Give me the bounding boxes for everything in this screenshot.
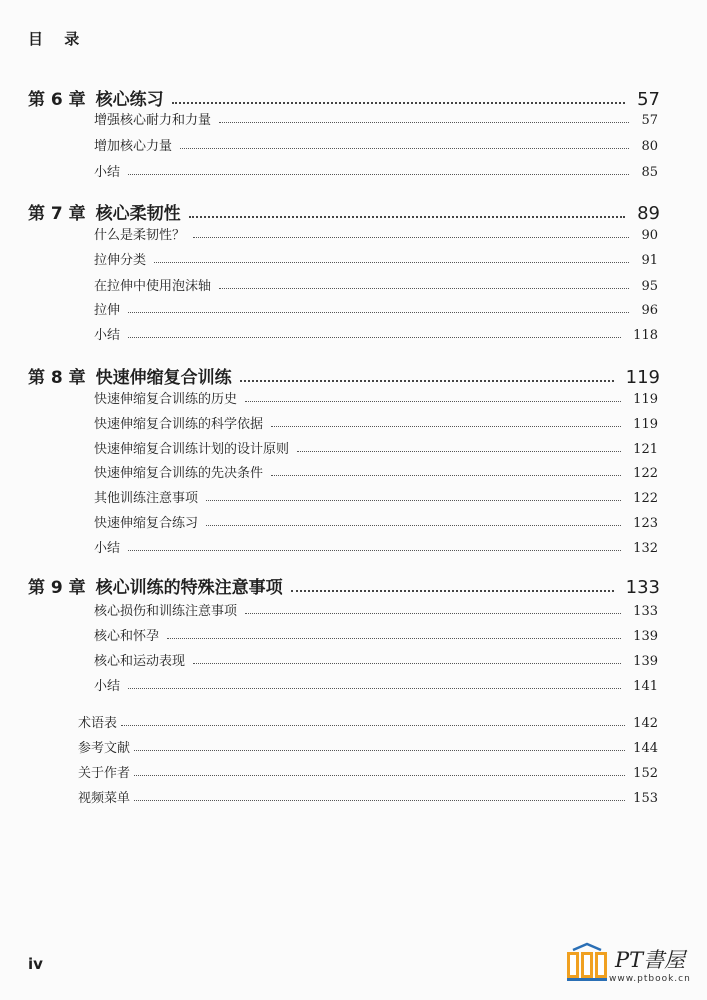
chapter-number: 第 9 章	[28, 578, 86, 598]
dot-leader	[291, 590, 614, 592]
entry-page: 121	[633, 442, 658, 457]
chapter-9[interactable]	[28, 572, 660, 598]
toc-entry[interactable]	[94, 321, 658, 343]
entry-title: 快速伸缩复合训练计划的设计原则	[94, 442, 290, 457]
entry-page: 119	[633, 417, 658, 432]
toc-entry[interactable]	[94, 534, 658, 556]
entry-title: 小结	[94, 165, 121, 180]
chapter-number: 第 6 章	[28, 90, 86, 110]
entry-page: 118	[633, 328, 658, 343]
entry-page: 142	[633, 716, 658, 731]
dot-leader	[271, 426, 621, 427]
entry-title: 关于作者	[78, 766, 131, 781]
entry-page: 139	[633, 629, 658, 644]
toc-entry[interactable]	[94, 296, 658, 318]
dot-leader	[219, 288, 629, 289]
entry-page: 95	[641, 279, 658, 294]
entry-title: 小结	[94, 679, 121, 694]
book-icon	[565, 942, 609, 982]
entry-title: 术语表	[78, 716, 118, 731]
entry-title: 核心和怀孕	[94, 629, 160, 644]
entry-title: 核心损伤和训练注意事项	[94, 604, 238, 619]
dot-leader	[206, 500, 621, 501]
dot-leader	[128, 688, 621, 689]
logo-text: PT書屋	[615, 948, 686, 972]
dot-leader	[297, 451, 621, 452]
entry-title: 快速伸缩复合练习	[94, 516, 199, 531]
page-number: iv	[28, 955, 43, 973]
toc-entry[interactable]	[94, 246, 658, 268]
toc-entry-video-menu[interactable]	[78, 784, 658, 806]
entry-title: 其他训练注意事项	[94, 491, 199, 506]
toc-entry[interactable]	[94, 410, 658, 432]
entry-page: 85	[641, 165, 658, 180]
chapter-title: 核心训练的特殊注意事项	[95, 578, 283, 598]
logo-url: www.ptbook.cn	[609, 974, 691, 984]
dot-leader	[172, 102, 625, 104]
dot-leader	[193, 663, 621, 664]
dot-leader	[271, 475, 621, 476]
dot-leader	[134, 800, 625, 801]
entry-page: 133	[633, 604, 658, 619]
entry-title: 核心和运动表现	[94, 654, 186, 669]
toc-entry-glossary[interactable]	[78, 709, 658, 731]
entry-page: 80	[641, 139, 658, 154]
entry-title: 视频菜单	[78, 791, 131, 806]
dot-leader	[121, 725, 625, 726]
toc-entry[interactable]	[94, 647, 658, 669]
entry-title: 小结	[94, 328, 121, 343]
entry-page: 153	[633, 791, 658, 806]
dot-leader	[134, 750, 625, 751]
chapter-title: 快速伸缩复合训练	[95, 368, 232, 388]
entry-title: 增强核心耐力和力量	[94, 113, 212, 128]
dot-leader	[128, 550, 621, 551]
entry-title: 小结	[94, 541, 121, 556]
toc-entry[interactable]	[94, 509, 658, 531]
toc-entry[interactable]	[94, 385, 658, 407]
entry-title: 在拉伸中使用泡沫轴	[94, 279, 212, 294]
toc-entry[interactable]	[94, 158, 658, 180]
entry-page: 141	[633, 679, 658, 694]
dot-leader	[245, 613, 621, 614]
entry-title: 什么是柔韧性？	[94, 228, 186, 243]
toc-entry[interactable]	[94, 484, 658, 506]
dot-leader	[167, 638, 621, 639]
entry-page: 152	[633, 766, 658, 781]
entry-page: 123	[633, 516, 658, 531]
entry-title: 快速伸缩复合训练的先决条件	[94, 466, 264, 481]
entry-title: 快速伸缩复合训练的科学依据	[94, 417, 264, 432]
dot-leader	[240, 380, 614, 382]
dot-leader	[193, 237, 629, 238]
dot-leader	[189, 216, 625, 218]
entry-page: 132	[633, 541, 658, 556]
entry-page: 96	[641, 303, 658, 318]
chapter-number: 第 7 章	[28, 204, 86, 224]
dot-leader	[134, 775, 625, 776]
toc-entry[interactable]	[94, 622, 658, 644]
dot-leader	[206, 525, 621, 526]
entry-page: 57	[641, 113, 658, 128]
toc-entry[interactable]	[94, 132, 658, 154]
chapter-page: 57	[637, 89, 660, 110]
toc-entry[interactable]	[94, 435, 658, 457]
toc-entry-about-author[interactable]	[78, 759, 658, 781]
toc-entry[interactable]	[94, 672, 658, 694]
dot-leader	[180, 148, 629, 149]
toc-entry[interactable]	[94, 106, 658, 128]
chapter-page: 133	[625, 577, 660, 598]
chapter-number: 第 8 章	[28, 368, 86, 388]
chapter-page: 119	[625, 367, 660, 388]
toc-entry-references[interactable]	[78, 734, 658, 756]
entry-page: 119	[633, 392, 658, 407]
page-header: 目 录	[28, 30, 88, 48]
toc-entry[interactable]	[94, 221, 658, 243]
entry-title: 快速伸缩复合训练的历史	[94, 392, 238, 407]
entry-title: 增加核心力量	[94, 139, 173, 154]
dot-leader	[154, 262, 629, 263]
toc-entry[interactable]	[94, 597, 658, 619]
chapter-title: 核心柔韧性	[95, 204, 181, 224]
chapter-title: 核心练习	[95, 90, 164, 110]
entry-title: 参考文献	[78, 741, 131, 756]
dot-leader	[128, 337, 621, 338]
entry-page: 91	[641, 253, 658, 268]
dot-leader	[128, 312, 629, 313]
entry-title: 拉伸	[94, 303, 121, 318]
watermark-logo	[565, 938, 695, 994]
entry-page: 122	[633, 491, 658, 506]
entry-page: 122	[633, 466, 658, 481]
entry-page: 139	[633, 654, 658, 669]
entry-page: 144	[633, 741, 658, 756]
toc-entry[interactable]	[94, 272, 658, 294]
dot-leader	[128, 174, 629, 175]
dot-leader	[245, 401, 621, 402]
toc-entry[interactable]	[94, 459, 658, 481]
chapter-page: 89	[637, 203, 660, 224]
dot-leader	[219, 122, 629, 123]
entry-title: 拉伸分类	[94, 253, 147, 268]
entry-page: 90	[641, 228, 658, 243]
